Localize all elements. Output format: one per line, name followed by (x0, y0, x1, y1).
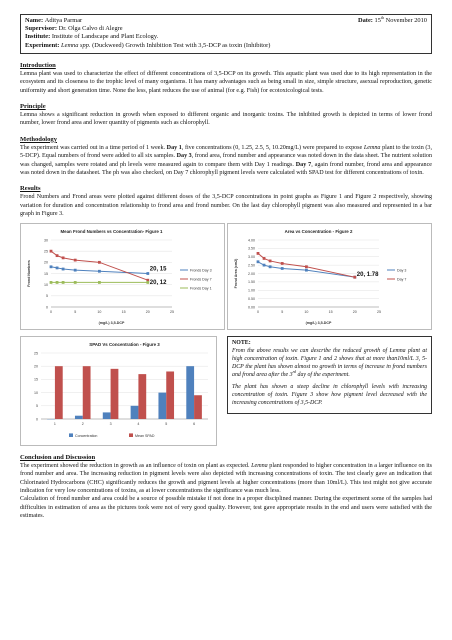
legend-swatch (129, 433, 133, 437)
y-tick-label: 4.00 (248, 237, 255, 242)
bar-and-note-row (20, 336, 432, 446)
date-suffix: th (380, 14, 385, 20)
data-label: 20, 15 (149, 266, 167, 273)
data-point (281, 262, 284, 265)
data-point (56, 266, 59, 269)
y-tick-label: 0 (36, 416, 38, 421)
y-tick-label: 25 (44, 249, 48, 254)
institute-label: Institute: (25, 33, 51, 41)
bar (75, 415, 83, 418)
data-point (257, 260, 260, 263)
name-label: Name: (25, 17, 44, 24)
data-point (74, 281, 77, 284)
x-tick-label: 20 (352, 309, 357, 314)
legend-label: Fronds Day 7 (190, 276, 212, 281)
y-tick-label: 3.00 (248, 254, 255, 259)
bar (131, 405, 139, 418)
data-point (62, 267, 65, 270)
y-tick-label: 5 (46, 293, 48, 298)
legend-label: Fronds Day 1 (190, 285, 212, 290)
data-point (98, 261, 101, 264)
data-point (269, 265, 272, 268)
chart-title: SPAD Vs Concentration - Figure 3 (89, 341, 160, 347)
principle-text: Lemna shows a significant reduction in growth when exposed to different organic and inorganic toxins. The inhibited growth is depicted in terms of lower frond number, lower frond area and lower quantity of pigments such as chlorophyll. (20, 112, 432, 127)
data-point (98, 281, 101, 284)
note-paragraph-2: The plant has shown a steep decline in chlorophyll levels with increasing concentration of toxin. Figure 3 show how pigment level decreased with the increasing concentrations of 3,5-DCP. (232, 384, 427, 407)
x-tick-label: 10 (304, 309, 309, 314)
lemna-term: Lemna (251, 462, 268, 469)
data-point (62, 281, 65, 284)
y-tick-label: 10 (34, 390, 38, 395)
y-tick-label: 10 (44, 282, 48, 287)
data-point (74, 268, 77, 271)
legend-swatch (69, 433, 73, 437)
x-tick-label: 10 (97, 309, 102, 314)
supervisor-line (25, 25, 427, 33)
y-tick-label: 0 (46, 304, 48, 309)
y-tick-label: 15 (34, 377, 38, 382)
note-title: NOTE: (232, 339, 251, 346)
introduction-text: Lemna plant was used to characterize the effect of different concentrations of 3,5-DCP on its growth. This aquatic plant was used due to its high representation in the ecosystem and its closeness to the trophic level of many organisms. It has many advantages such as being small in size, simple structure, asexual reproduction, genetic uniformity and short generation time. None the less, plant reduces the use of animal (for e.g. Fish) for ecotoxicological tests. (20, 70, 432, 94)
y-tick-label: 2.50 (248, 263, 255, 268)
data-point (74, 258, 77, 261)
student-name: Aditya Parmar (44, 17, 83, 24)
data-point (305, 268, 308, 271)
chart-title: Mean Frond Numbers vs Concentration- Figure 1 (60, 228, 163, 234)
y-tick-label: 30 (44, 237, 48, 242)
y-tick-label: 5 (36, 403, 38, 408)
x-axis-label: (mg/L) 3,5-DCP (305, 320, 332, 325)
date-day: 15 (374, 17, 381, 24)
bar (55, 366, 63, 419)
data-point (50, 281, 53, 284)
legend-label: Fronds Day 3 (190, 267, 212, 272)
bar (186, 366, 194, 419)
legend-label: Mean SPAD (135, 433, 155, 438)
data-point (56, 281, 59, 284)
experiment-title: (Duckweed) Growth Inhibition Test with 3,5-DCP as toxin (Inhibitor) (92, 41, 271, 49)
x-tick-label: 3 (109, 421, 112, 426)
data-label: 20, 1.78 (356, 271, 379, 278)
name-line (25, 17, 82, 25)
date-label: Date: (358, 17, 373, 24)
line-charts-row (20, 223, 432, 330)
data-point (98, 270, 101, 273)
x-tick-label: 5 (74, 309, 77, 314)
report-header (20, 14, 432, 54)
conclusion-text-2: Calculation of frond number and area could be a source of possible mistake if not done in a proper disciplined manner. During the experiment some of the samples had difficulties in estimation of area as the pictures took were not of very good quality. However, test gave appropriate results in the end and users were satisfied with the estimates. (20, 496, 432, 520)
conclusion-heading: Conclusion and Discussion (20, 453, 96, 461)
x-tick-label: 15 (328, 309, 333, 314)
y-tick-label: 2.00 (248, 271, 255, 276)
x-tick-label: 5 (281, 309, 284, 314)
legend-label: Day 7 (397, 276, 407, 281)
bar (158, 392, 166, 418)
methodology-heading: Methodology (20, 135, 57, 143)
x-tick-label: 0 (257, 309, 259, 314)
day3-label: Day 3 (176, 153, 192, 160)
figure-2-chart (227, 223, 432, 330)
date-line (358, 14, 427, 25)
y-axis-label: Frond Area (cm2) (234, 258, 238, 288)
bar (166, 371, 174, 419)
x-tick-label: 5 (165, 421, 168, 426)
experiment-label: Experiment: (25, 41, 60, 49)
institute-name: Institute of Landscape and Plant Ecology. (51, 33, 159, 41)
x-tick-label: 25 (377, 309, 381, 314)
y-tick-label: 0.00 (248, 304, 255, 309)
date-rest: November 2010 (385, 17, 427, 24)
day1-label: Day 1 (166, 144, 182, 151)
y-axis-label: Frond Numbers (27, 259, 31, 287)
experiment-line (25, 42, 427, 50)
bar (111, 369, 119, 419)
y-tick-label: 15 (44, 271, 48, 276)
data-point (281, 267, 284, 270)
data-point (146, 281, 149, 284)
legend-label: Concentration (75, 433, 98, 438)
bar (194, 395, 202, 419)
lemna-term: Lemna (363, 144, 381, 151)
results-heading: Results (20, 185, 41, 193)
y-tick-label: 25 (34, 350, 38, 355)
bar (83, 366, 91, 419)
bar (138, 374, 146, 419)
data-point (62, 256, 65, 259)
y-tick-label: 3.50 (248, 246, 255, 251)
x-tick-label: 25 (170, 309, 174, 314)
methodology-text: The experiment was carried out in a time period of 1 week. Day 1, five concentrations (0, 1.25, 2.5, 5, 10.20mg/L) were prepared to expose Lemna plant to the toxin (3, 5-DCP). Equal numbers of frond were added to all six samples. Day 3, frond area, frond number and appearance was noted down in the data sheet. The nutrient solution was changed, samples were rotated and ph levels were measured again to compare them with Day 1 readings. Day 7, again frond number, frond area and appearance was noted down in the datasheet. The ph was also checked, on Day 7 chlorophyll pigment levels were calculated with SPAD test for different concentrations of toxin. (20, 144, 432, 177)
data-point (263, 263, 266, 266)
data-label: 20, 12 (149, 279, 167, 286)
data-point (50, 249, 53, 252)
note-paragraph-1: From the above results we can describe the reduced growth of Lemna plant at high concentration of toxin. Figure 1 and 2 shows that at more than10ml/L 3, 5-DCP the plant has shown almost no growth in terms of increase in frond numbers and frond area after the 3rd day of the experiment. (232, 347, 427, 379)
y-tick-label: 1.00 (248, 288, 255, 293)
x-tick-label: 1 (53, 421, 56, 426)
data-point (353, 275, 356, 278)
figure-3-svg (21, 337, 216, 445)
supervisor-label: Supervisor: (25, 25, 57, 33)
bar (103, 412, 111, 419)
figure-2-svg (228, 224, 431, 329)
data-point (257, 252, 260, 255)
figure-1-chart (20, 223, 225, 330)
y-tick-label: 0.50 (248, 296, 255, 301)
note-box (227, 336, 432, 415)
y-tick-label: 20 (44, 260, 48, 265)
legend-label: Day 3 (397, 267, 407, 272)
institute-line (25, 33, 427, 41)
data-point (305, 265, 308, 268)
y-tick-label: 20 (34, 364, 38, 369)
introduction-heading: Introduction (20, 61, 56, 69)
data-point (50, 265, 53, 268)
figure-1-svg (21, 224, 224, 329)
x-axis-label: (mg/L) 3,5-DCP (98, 320, 125, 325)
x-tick-label: 6 (193, 421, 196, 426)
chart-title: Area vs Concentration - Figure 2 (284, 228, 353, 234)
results-text: Frond Numbers and Frond areas were plotted against different doses of the 3,5-DCP concentrations in point graphs as Figure 1 and Figure 2 respectively, showing variation for duration and concentration relationship to frond area and frond number. On the last day chlorophyll pigment was also measured and represented in a bar graph in Figure 3. (20, 194, 432, 218)
y-tick-label: 1.50 (248, 279, 255, 284)
conclusion-text: The experiment showed the reduction in growth as an influence of toxin on plant as expected. Lemna plant responded to higher concentration in a larger influence on its frond number and area. The increasing reduction in pigment levels were also depicted with increasing concentrations of toxin. The test clearly gave an indication that Chlorinated Hydrocarbons (CHC) significantly reduces the growth and pigment levels at higher concentrations (more than 10ml/L). This test might not give accurate indication for very low concentrations of toxins, as at lower concentrations the significance was much less. (20, 462, 432, 494)
supervisor-name: Dr. Olga Calvo di Alegre (58, 25, 123, 33)
x-tick-label: 15 (121, 309, 126, 314)
x-tick-label: 4 (137, 421, 140, 426)
series-line (51, 251, 148, 280)
data-point (269, 259, 272, 262)
x-tick-label: 20 (145, 309, 150, 314)
data-point (263, 257, 266, 260)
experiment-species: Lemna spp. (61, 41, 91, 49)
day7-label: Day 7 (295, 161, 312, 168)
x-tick-label: 2 (81, 421, 84, 426)
data-point (56, 254, 59, 257)
data-point (146, 272, 149, 275)
x-tick-label: 0 (50, 309, 52, 314)
figure-3-chart (20, 336, 217, 446)
principle-heading: Principle (20, 103, 46, 111)
